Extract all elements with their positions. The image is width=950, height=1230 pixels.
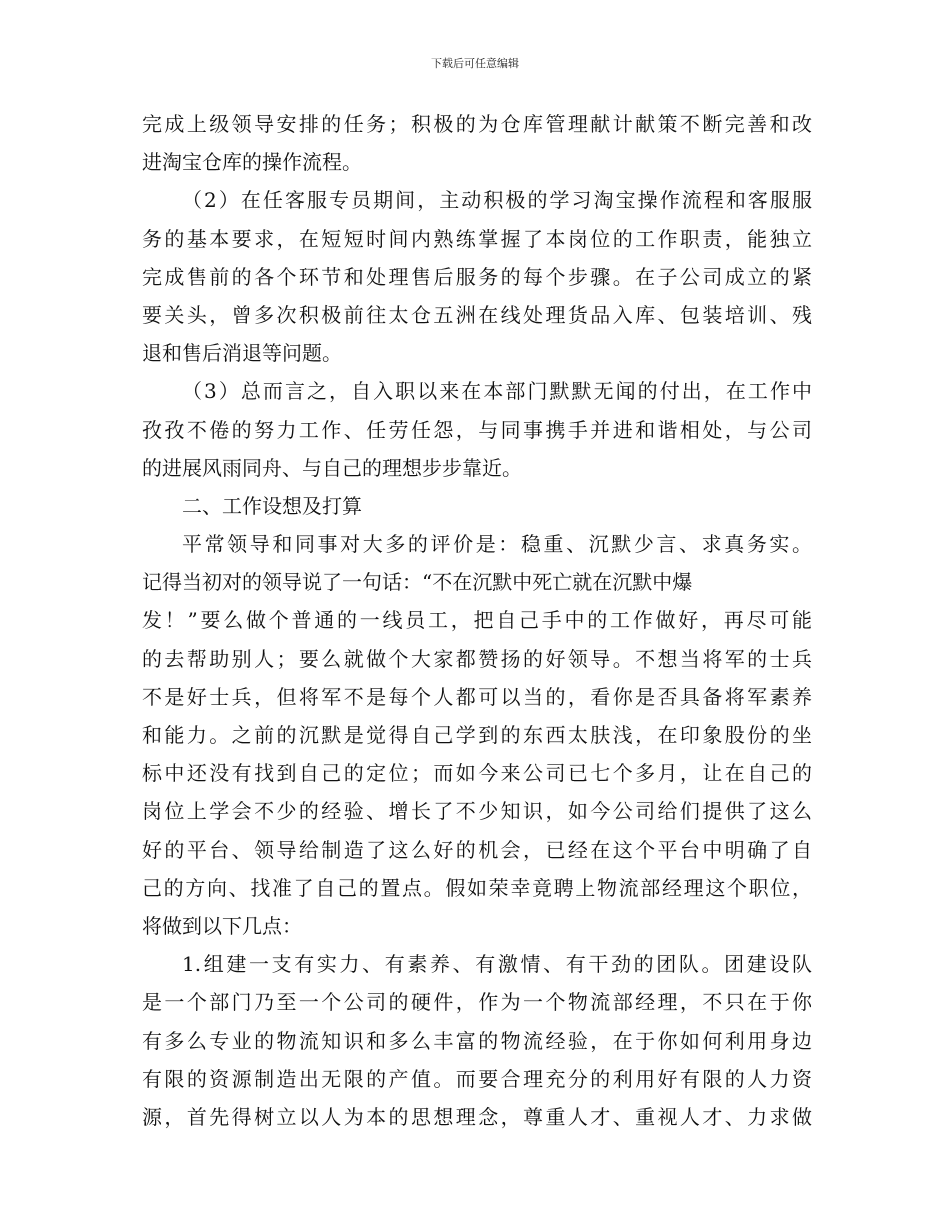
text-line: 要关头，曾多次积极前往太仓五洲在线处理货品入库、包装培训、残 xyxy=(142,302,812,327)
text-line: 不是好士兵，但将军不是每个人都可以当的，看你是否具备将军素养 xyxy=(142,684,812,709)
text-line: 完成售前的各个环节和处理售后服务的每个步骤。在子公司成立的紧 xyxy=(142,264,812,289)
text-line: （2）在任客服专员期间，主动积极的学习淘宝操作流程和客服服 xyxy=(182,188,812,213)
text-line: 好的平台、领导给制造了这么好的机会，已经在这个平台中明确了自 xyxy=(142,837,812,862)
text-line: 完成上级领导安排的任务；积极的为仓库管理献计献策不断完善和改 xyxy=(142,112,812,136)
text-line: 标中还没有找到自己的定位；而如今来公司已七个多月，让在自己的 xyxy=(142,761,812,786)
body-text xyxy=(142,105,812,1136)
header-note: 下载后可任意编辑 xyxy=(431,57,519,70)
text-line: 是一个部门乃至一个公司的硬件，作为一个物流部经理，不只在于你 xyxy=(142,990,812,1015)
text-line: 发！”要么做个普通的一线员工，把自己手中的工作做好，再尽可能 xyxy=(142,608,812,633)
text-line: 的进展风雨同舟、与自己的理想步步靠近。 xyxy=(142,455,522,480)
section-heading: 二、工作设想及打算 xyxy=(182,493,362,518)
text-line: 将做到以下几点： xyxy=(142,913,302,938)
text-line: 岗位上学会不少的经验、增长了不少知识，如今公司给们提供了这么 xyxy=(142,799,812,824)
text-line: 务的基本要求，在短短时间内熟练掌握了本岗位的工作职责，能独立 xyxy=(142,226,812,251)
text-line: 和能力。之前的沉默是觉得自己学到的东西太肤浅，在印象股份的坐 xyxy=(142,723,812,747)
text-line: 己的方向、找准了自己的置点。假如荣幸竟聘上物流部经理这个职位， xyxy=(142,875,812,900)
text-line: 记得当初对的领导说了一句话：“不在沉默中死亡就在沉默中爆 xyxy=(142,570,693,595)
text-line: 平常领导和同事对大多的评价是：稳重、沉默少言、求真务实。 xyxy=(182,532,812,557)
text-line: 进淘宝仓库的操作流程。 xyxy=(142,150,362,175)
text-line: 有限的资源制造出无限的产值。而要合理充分的利用好有限的人力资 xyxy=(142,1066,812,1091)
text-line: 退和售后消退等问题。 xyxy=(142,341,342,366)
text-line: 孜孜不倦的努力工作、任劳任怨，与同事携手并进和谐相处，与公司 xyxy=(142,417,812,442)
text-line: 1.组建一支有实力、有素养、有激情、有干劲的团队。团建设队 xyxy=(182,952,812,977)
text-line: （3）总而言之，自入职以来在本部门默默无闻的付出，在工作中 xyxy=(182,379,812,404)
text-line: 的去帮助别人；要么就做个大家都赞扬的好领导。不想当将军的士兵 xyxy=(142,646,812,671)
text-line: 有多么专业的物流知识和多么丰富的物流经验，在于你如何利用身边 xyxy=(142,1028,812,1053)
text-line: 源，首先得树立以人为本的思想理念，尊重人才、重视人才、力求做 xyxy=(142,1104,812,1129)
